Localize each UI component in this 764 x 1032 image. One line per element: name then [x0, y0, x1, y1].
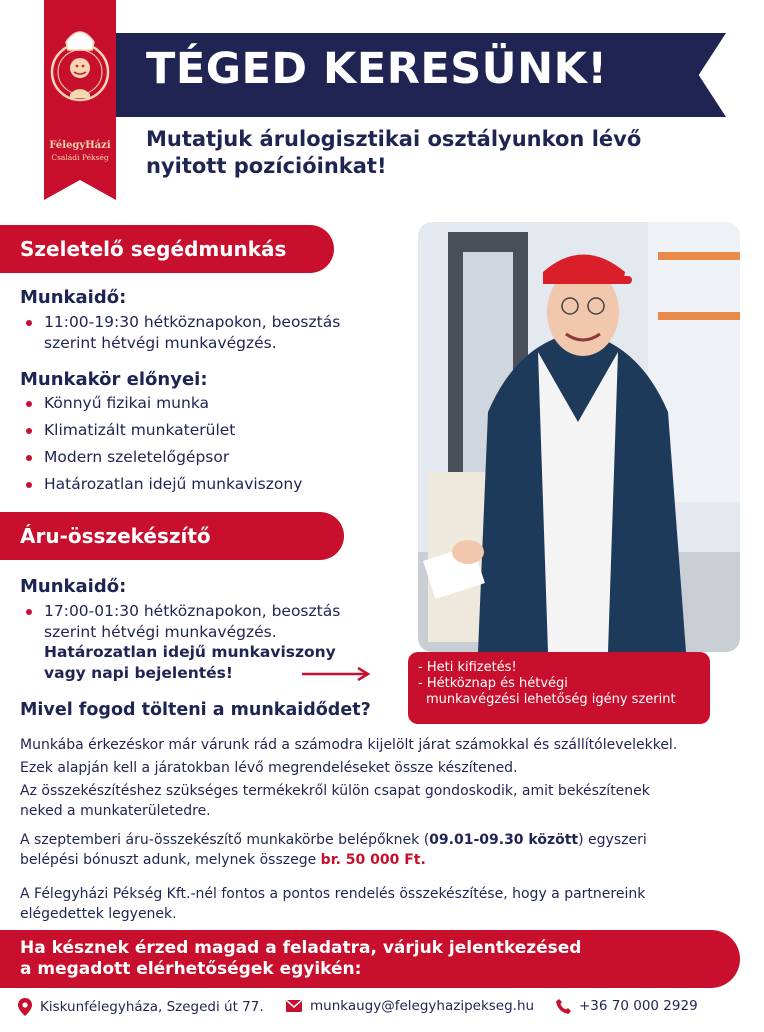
worker-photo: [418, 222, 740, 652]
email-item[interactable]: munkaugy@felegyhazipekseg.hu: [286, 998, 534, 1014]
section1-benefits-list: [20, 393, 302, 501]
logo-subtitle: Családi Pékség: [51, 153, 109, 162]
logo-brand: FélegyHázi Családi Pékség: [44, 140, 116, 164]
section1-title: Szeletelő segédmunkás: [0, 225, 334, 273]
section2-title: Áru-összekészítő: [0, 512, 344, 560]
paragraph-2: A szeptemberi áru-összekészítő munkakörbe belépőknek (09.01-09.30 között) egyszeri belépési bónuszt adunk, melynek összege br. 50 000 Ft.: [20, 832, 647, 868]
question-heading: Mivel fogod tölteni a munkaidődet?: [20, 700, 371, 720]
location-pin-icon: [18, 998, 32, 1016]
baker-emblem-icon: [48, 12, 112, 122]
list-item: 17:00-01:30 hétköznapokon, beosztás szerint hétvégi munkavégzés.: [20, 601, 340, 643]
info-box: - Heti kifizetés! - Hétköznap és hétvégi munkavégzési lehetőség igény szerint: [408, 652, 710, 724]
section1-hours-list: [20, 312, 340, 360]
section2-contract-note: Határozatlan idejű munkaviszony vagy napi bejelentés!: [44, 643, 336, 682]
phone-item[interactable]: +36 70 000 2929: [556, 998, 698, 1014]
contact-footer: [14, 998, 754, 1022]
page-subtitle: Mutatjuk árulogisztikai osztályunkon lévő nyitott pozícióinkat!: [146, 127, 642, 178]
paragraph-3: A Félegyházi Pékség Kft.-nél fontos a pontos rendelés összekészítése, hogy a partnereink elégedettek legyenek.: [20, 886, 646, 922]
mail-icon: [286, 1000, 302, 1012]
list-item: Klimatizált munkaterület: [20, 420, 302, 441]
list-item: Határozatlan idejű munkaviszony: [20, 474, 302, 495]
list-item: Modern szeletelőgépsor: [20, 447, 302, 468]
call-to-action-banner: Ha késznek érzed magad a feladatra, várjuk jelentkezésed a megadott elérhetőségek egyikén:: [0, 930, 740, 988]
phone-icon: [556, 999, 571, 1014]
list-item: Könnyű fizikai munka: [20, 393, 302, 414]
section1-hours-heading: Munkaidő:: [20, 287, 127, 308]
paragraph-1: Munkába érkezéskor már várunk rád a számodra kijelölt járat számokkal és szállítólevelekkel. Ezek alapján kell a járatokban lévő megrendeléseket össze készítened. Az összekészítéshez szükséges termékekről külön csapat gondoskodik, amit bekészítenek neked a munkaterületedre.: [20, 737, 678, 819]
page-title: TÉGED KERESÜNK!: [146, 44, 608, 94]
address-item: Kiskunfélegyháza, Szegedi út 77.: [18, 998, 264, 1016]
section2-hours-heading: Munkaidő:: [20, 576, 127, 597]
list-item: 11:00-19:30 hétköznapokon, beosztás szerint hétvégi munkavégzés.: [20, 312, 340, 354]
section1-benefits-heading: Munkakör előnyei:: [20, 369, 208, 390]
arrow-right-icon: [300, 665, 372, 683]
